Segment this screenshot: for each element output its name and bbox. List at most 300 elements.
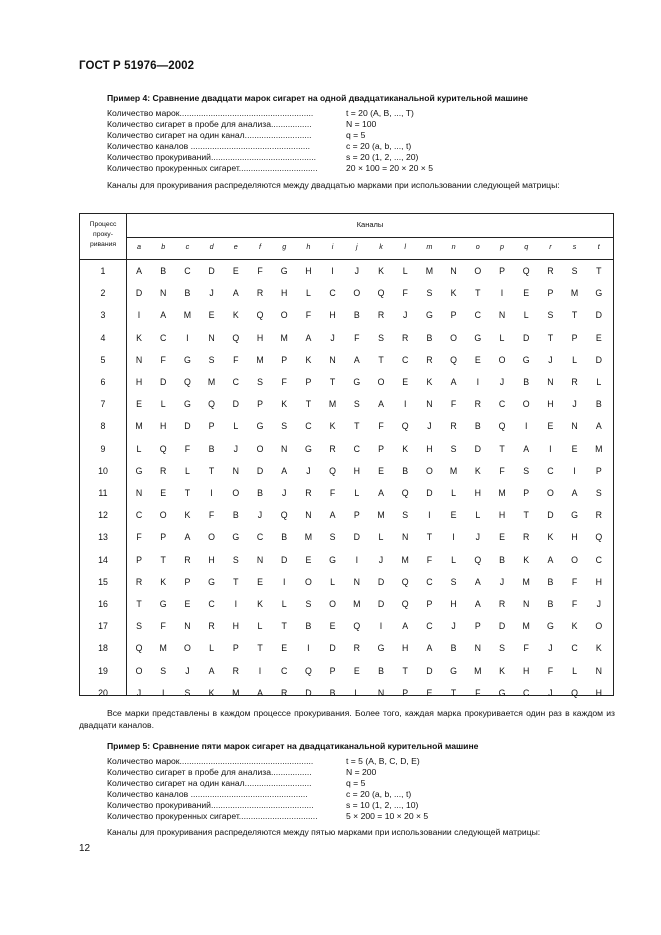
matrix-cell: Q	[208, 399, 216, 410]
param-row	[107, 789, 527, 800]
matrix-cell: E	[378, 465, 384, 476]
matrix-cell: B	[232, 510, 239, 521]
matrix-cell: P	[547, 288, 554, 299]
matrix-cell: H	[160, 421, 167, 432]
matrix-cell: T	[499, 443, 505, 454]
matrix-cell: D	[474, 443, 481, 454]
matrix-cell: R	[305, 488, 312, 498]
header-separator	[80, 259, 613, 260]
matrix-cell: A	[378, 488, 384, 498]
matrix-cell: E	[208, 310, 215, 321]
matrix-cell: G	[183, 399, 191, 410]
matrix-cell: J	[475, 532, 480, 543]
matrix-cell: P	[353, 510, 360, 521]
param-value: N = 200	[346, 767, 377, 778]
process-number: 13	[98, 532, 108, 543]
matrix-cell: R	[281, 687, 288, 698]
matrix-cell: S	[257, 377, 263, 387]
param-value: N = 100	[346, 119, 377, 130]
matrix-cell: J	[378, 554, 384, 565]
matrix-cell: N	[208, 332, 215, 343]
matrix-cell: F	[281, 377, 287, 387]
matrix-cell: G	[159, 599, 167, 609]
matrix-cell: F	[184, 443, 191, 454]
matrix-cell: T	[184, 488, 191, 498]
matrix-cell: G	[498, 687, 506, 698]
matrix-cell: E	[595, 332, 602, 343]
matrix-cell: R	[329, 443, 336, 454]
matrix-cell: A	[426, 643, 433, 654]
matrix-cell: H	[523, 665, 530, 676]
matrix-cell: L	[160, 399, 166, 410]
matrix-cell: D	[232, 399, 239, 410]
matrix-cell: F	[499, 465, 505, 476]
matrix-cell: M	[135, 421, 143, 432]
matrix-cell: O	[571, 554, 579, 565]
matrix-cell: P	[450, 310, 457, 321]
matrix-cell: K	[329, 421, 336, 432]
matrix-cell: E	[523, 288, 530, 299]
matrix-cell: I	[258, 665, 262, 676]
matrix-cell: K	[426, 377, 433, 387]
matrix-cell: E	[547, 421, 554, 432]
matrix-cell: H	[402, 643, 409, 654]
matrix-cell: B	[402, 465, 409, 476]
matrix-cell: H	[135, 377, 143, 387]
matrix-cell: Q	[353, 621, 361, 632]
matrix-cell: F	[378, 421, 384, 432]
example-4-intro-text: Каналы для прокуривания распределяются между двадцатью марками при использовании следующей матрицы:	[107, 180, 560, 190]
column-separator	[126, 214, 127, 695]
matrix-cell: O	[450, 332, 458, 343]
matrix-cell: N	[547, 377, 554, 387]
matrix-cell: N	[402, 532, 409, 543]
matrix-cell: F	[233, 354, 239, 365]
param-value: 5 × 200 = 10 × 20 × 5	[346, 811, 429, 822]
matrix-cell: G	[135, 465, 143, 476]
matrix-cell: P	[160, 532, 167, 543]
matrix-cell: F	[160, 354, 166, 365]
matrix-cell: G	[377, 643, 385, 654]
matrix-cell: Q	[401, 599, 409, 609]
matrix-cell: N	[523, 599, 530, 609]
matrix-cell: T	[281, 621, 287, 632]
matrix-cell: A	[547, 554, 554, 565]
matrix-cell: O	[183, 643, 191, 654]
matrix-cell: C	[595, 554, 602, 565]
matrix-cell: A	[257, 687, 263, 698]
channel-label: e	[233, 242, 238, 251]
matrix-cell: R	[402, 332, 409, 343]
channel-label: b	[161, 242, 166, 251]
process-number: 19	[98, 665, 108, 676]
matrix-cell: Q	[329, 465, 337, 476]
matrix-cell: G	[183, 354, 191, 365]
matrix-cell: M	[425, 266, 434, 276]
matrix-cell: S	[136, 621, 142, 632]
matrix-cell: M	[474, 665, 482, 676]
matrix-cell: R	[208, 621, 215, 632]
channel-label: t	[597, 242, 600, 251]
matrix-cell: Q	[401, 488, 409, 498]
matrix-cell: Q	[304, 665, 312, 676]
matrix-cell: F	[208, 510, 215, 521]
example-4-intro	[79, 180, 615, 192]
matrix-cell: B	[450, 643, 457, 654]
matrix-cell: N	[571, 421, 578, 432]
channel-label: g	[282, 242, 287, 251]
matrix-cell: K	[378, 266, 384, 276]
matrix-cell: I	[331, 266, 334, 276]
matrix-cell: J	[548, 354, 553, 365]
matrix-cell: K	[499, 665, 505, 676]
matrix-cell: E	[184, 599, 191, 609]
matrix-cell: R	[523, 532, 530, 543]
matrix-cell: N	[595, 665, 602, 676]
example-4-title: Пример 4: Сравнение двадцати марок сигарет на одной двадцатиканальной курительной машине	[107, 93, 528, 103]
matrix-cell: K	[595, 643, 602, 654]
matrix-cell: Q	[450, 354, 458, 365]
matrix-cell: G	[595, 288, 603, 299]
matrix-cell: C	[256, 532, 264, 543]
matrix-cell: Q	[232, 332, 240, 343]
matrix-cell: J	[548, 687, 553, 698]
matrix-cell: J	[427, 421, 432, 432]
matrix-cell: J	[257, 510, 263, 521]
matrix-cell: B	[208, 443, 215, 454]
matrix-cell: Q	[595, 532, 603, 543]
process-number: 10	[98, 465, 108, 476]
param-label: Количество сигарет на один канал............................	[107, 130, 312, 141]
matrix-cell: R	[160, 465, 167, 476]
matrix-cell: G	[304, 443, 312, 454]
matrix-cell: F	[160, 621, 166, 632]
matrix-cell: M	[522, 576, 530, 587]
matrix-cell: J	[354, 266, 359, 276]
matrix-cell: K	[208, 687, 215, 698]
matrix-cell: F	[571, 599, 578, 609]
matrix-cell: J	[499, 377, 505, 387]
matrix-cell: B	[523, 377, 530, 387]
matrix-cell: D	[353, 532, 360, 543]
matrix-cell: O	[135, 665, 143, 676]
matrix-cell: D	[595, 310, 602, 321]
matrix-cell: M	[570, 288, 579, 299]
page-number: 12	[79, 843, 91, 854]
matrix-cell: T	[378, 354, 384, 365]
matrix-cell: K	[232, 310, 239, 321]
param-row	[107, 152, 527, 163]
matrix-cell: E	[571, 443, 578, 454]
matrix-cell: G	[571, 510, 579, 521]
matrix-cell: C	[571, 643, 578, 654]
matrix-cell: G	[522, 354, 530, 365]
matrix-cell: J	[281, 488, 287, 498]
matrix-cell: H	[329, 310, 336, 321]
matrix-cell: R	[256, 288, 264, 299]
matrix-cell: G	[425, 310, 433, 321]
matrix-cell: L	[596, 377, 602, 387]
matrix-cell: B	[281, 532, 288, 543]
matrix-cell: A	[184, 532, 191, 543]
matrix-cell: L	[451, 488, 457, 498]
matrix-cell: P	[571, 332, 578, 343]
matrix-cell: M	[183, 310, 192, 321]
matrix-cell: S	[499, 643, 505, 654]
channels-header: Каналы	[356, 220, 384, 229]
matrix-cell: P	[257, 399, 263, 410]
matrix-cell: Q	[183, 377, 191, 387]
matrix-cell: L	[257, 621, 263, 632]
matrix-cell: T	[136, 599, 142, 609]
matrix-cell: A	[160, 310, 167, 321]
matrix-cell: G	[280, 266, 288, 276]
matrix-cell: M	[280, 332, 288, 343]
matrix-cell: C	[208, 599, 215, 609]
matrix-cell: H	[281, 288, 288, 299]
matrix-cell: E	[136, 399, 142, 410]
param-row	[107, 767, 527, 778]
matrix-cell: K	[474, 465, 481, 476]
matrix-cell: N	[474, 643, 481, 654]
process-number: 3	[100, 310, 106, 321]
matrix-cell: I	[161, 687, 165, 698]
matrix-cell: M	[159, 643, 167, 654]
matrix-cell: R	[450, 421, 457, 432]
matrix-cell: N	[305, 510, 312, 521]
matrix-cell: O	[280, 310, 288, 321]
matrix-cell: D	[305, 687, 312, 698]
matrix-cell: T	[160, 554, 166, 565]
channel-label: n	[451, 242, 456, 251]
matrix-cell: M	[522, 621, 530, 632]
channel-label: r	[549, 242, 552, 251]
matrix-cell: F	[354, 332, 360, 343]
matrix-cell: Q	[135, 643, 143, 654]
matrix-cell: L	[305, 288, 311, 299]
matrix-cell: P	[136, 554, 142, 565]
matrix-cell: H	[426, 443, 433, 454]
matrix-cell: A	[450, 377, 457, 387]
matrix-cell: B	[474, 421, 481, 432]
matrix-cell: G	[353, 377, 361, 387]
matrix-cell: N	[498, 310, 506, 321]
matrix-cell: T	[450, 687, 457, 698]
matrix-cell: I	[137, 310, 141, 321]
matrix-cell: P	[281, 354, 288, 365]
matrix-cell: D	[377, 599, 385, 609]
matrix-cell: F	[257, 266, 263, 276]
matrix-cell: O	[159, 510, 167, 521]
matrix-cell: B	[547, 576, 554, 587]
matrix-cell: G	[450, 665, 458, 676]
matrix-cell: J	[185, 665, 190, 676]
matrix-cell: T	[523, 510, 529, 521]
param-label: Количество прокуренных сигарет.................................	[107, 811, 318, 822]
param-label: Количество прокуренных сигарет.................................	[107, 163, 318, 174]
matrix-cell: E	[499, 532, 505, 543]
param-label: Количество сигарет в пробе для анализа.................	[107, 119, 312, 130]
matrix-cell: T	[571, 310, 578, 321]
matrix-cell: A	[595, 421, 602, 432]
matrix-cell: I	[549, 443, 552, 454]
matrix-cell: H	[595, 687, 602, 698]
matrix-cell: B	[595, 399, 602, 410]
param-label: Количество каналов ..................................................	[107, 141, 311, 152]
matrix-cell: N	[329, 354, 336, 365]
matrix-cell: N	[377, 687, 385, 698]
matrix-cell: Q	[280, 510, 288, 521]
matrix-cell: D	[281, 554, 288, 565]
matrix-cell: L	[499, 332, 505, 343]
channel-label: q	[524, 242, 529, 251]
matrix-cell: R	[571, 377, 578, 387]
matrix-cell: S	[402, 510, 409, 521]
matrix-cell: Q	[571, 687, 579, 698]
process-number: 17	[98, 621, 108, 632]
param-value: s = 20 (1, 2, ..., 20)	[346, 152, 419, 163]
matrix-cell: D	[160, 377, 167, 387]
process-number: 5	[100, 354, 106, 365]
matrix-cell: L	[184, 465, 190, 476]
matrix-cell: T	[547, 332, 554, 343]
matrix-cell: L	[136, 443, 142, 454]
matrix-cell: O	[474, 266, 482, 276]
param-value: c = 20 (a, b, ..., t)	[346, 789, 412, 800]
matrix-cell: K	[571, 621, 578, 632]
matrix-cell: C	[232, 377, 239, 387]
matrix-cell: I	[500, 288, 504, 299]
matrix-cell: B	[305, 621, 312, 632]
matrix-cell: J	[548, 643, 553, 654]
matrix-cell: K	[184, 510, 191, 521]
matrix-cell: P	[305, 377, 312, 387]
matrix-cell: J	[136, 687, 142, 698]
matrix-cell: A	[474, 576, 481, 587]
matrix-cell: A	[136, 266, 142, 276]
matrix-cell: S	[232, 554, 239, 565]
process-number: 12	[98, 510, 108, 521]
matrix-cell: L	[378, 532, 384, 543]
matrix-cell: I	[186, 332, 189, 343]
matrix-cell: J	[572, 399, 577, 410]
matrix-cell: C	[498, 399, 506, 410]
matrix-cell: S	[353, 399, 360, 410]
channel-label: k	[379, 242, 383, 251]
matrix-cell: I	[355, 554, 359, 565]
matrix-cell: M	[377, 510, 385, 521]
matrix-cell: I	[234, 599, 238, 609]
matrix-cell: F	[136, 532, 142, 543]
process-number: 2	[100, 288, 106, 299]
matrix-cell: L	[354, 488, 360, 498]
matrix-cell: R	[498, 599, 506, 609]
matrix-cell: O	[304, 576, 312, 587]
matrix-cell: C	[523, 687, 530, 698]
matrix-cell: B	[499, 554, 505, 565]
matrix-cell: D	[426, 488, 433, 498]
matrix-cell: A	[353, 354, 360, 365]
matrix-cell: J	[306, 465, 311, 476]
matrix-cell: I	[476, 377, 480, 387]
channel-label: a	[137, 242, 141, 251]
matrix-cell: D	[523, 332, 530, 343]
matrix-cell: N	[232, 465, 239, 476]
matrix-cell: Q	[522, 266, 530, 276]
matrix-cell: H	[353, 465, 360, 476]
matrix-cell: I	[307, 643, 310, 654]
matrix-cell: T	[596, 266, 602, 276]
param-value: t = 5 (A, B, C, D, E)	[346, 756, 420, 766]
param-label: Количество марок........................................................	[107, 756, 314, 766]
document-header: ГОСТ Р 51976—2002	[79, 60, 195, 72]
param-row	[107, 119, 527, 130]
matrix-cell: C	[160, 332, 167, 343]
matrix-cell: F	[547, 665, 554, 676]
matrix-cell: B	[378, 665, 384, 676]
process-number: 11	[98, 488, 108, 498]
matrix-cell: S	[450, 576, 457, 587]
process-number: 18	[98, 643, 108, 654]
matrix-cell: J	[233, 443, 238, 454]
matrix-cell: F	[402, 288, 408, 299]
matrix-cell: S	[595, 488, 602, 498]
matrix-cell: L	[523, 310, 529, 321]
param-value: q = 5	[346, 130, 366, 141]
matrix-cell: Q	[377, 288, 385, 299]
param-label: Количество марок........................................................	[107, 108, 314, 118]
matrix-cell: P	[595, 465, 602, 476]
param-row	[107, 778, 527, 789]
matrix-cell: I	[524, 421, 528, 432]
matrix-cell: R	[474, 399, 481, 410]
matrix-cell: E	[450, 510, 457, 521]
header-inner-separator	[126, 237, 613, 238]
brand-channel-matrix	[79, 213, 614, 696]
matrix-cell: S	[426, 288, 433, 299]
matrix-cell: H	[547, 399, 554, 410]
matrix-cell: K	[547, 532, 554, 543]
matrix-cell: P	[208, 421, 215, 432]
matrix-cell: N	[184, 621, 191, 632]
matrix-cell: R	[595, 510, 602, 521]
example-5-intro-text: Каналы для прокуривания распределяются между пятью марками при использовании следующей матрицы:	[107, 827, 541, 837]
matrix-cell: T	[402, 665, 408, 676]
matrix-cell: C	[329, 288, 336, 299]
matrix-cell: M	[449, 465, 458, 476]
matrix-cell: H	[474, 488, 481, 498]
matrix-cell: L	[209, 643, 215, 654]
matrix-cell: O	[522, 399, 530, 410]
param-value: c = 20 (a, b, ..., t)	[346, 141, 412, 152]
matrix-cell: D	[329, 643, 336, 654]
matrix-cell: A	[232, 288, 239, 299]
matrix-cell: Q	[256, 310, 264, 321]
matrix-cell: L	[475, 510, 481, 521]
process-number: 9	[100, 443, 106, 454]
matrix-cell: P	[378, 443, 384, 454]
matrix-cell: Q	[401, 576, 409, 587]
matrix-cell: K	[402, 443, 409, 454]
param-row	[107, 141, 527, 152]
matrix-cell: T	[305, 399, 312, 410]
matrix-cell: S	[184, 687, 191, 698]
param-row	[107, 130, 527, 141]
matrix-cell: N	[353, 576, 360, 587]
matrix-cell: R	[353, 643, 360, 654]
matrix-cell: P	[184, 576, 191, 587]
matrix-cell: C	[474, 310, 481, 321]
